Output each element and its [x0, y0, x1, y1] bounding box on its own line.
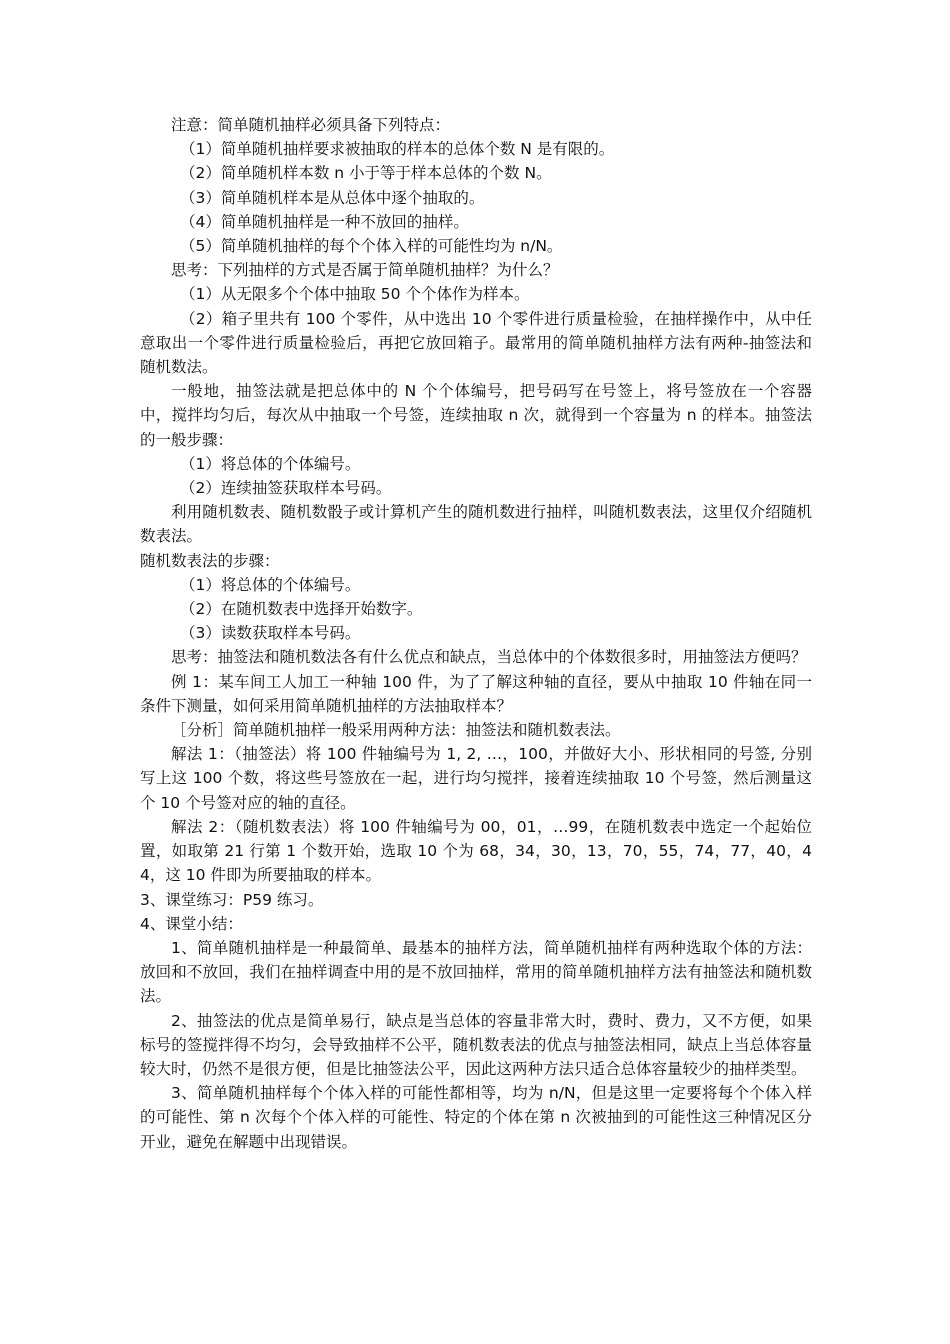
list-item: （2）箱子里共有 100 个零件，从中选出 10 个零件进行质量检验，在抽样操作中，从中任意取出一个零件进行质量检验后，再把它放回箱子。最常用的简单随机抽样方法有两种-抽签法和随机数法。 [140, 309, 812, 377]
section-heading: 4、课堂小结： [140, 914, 243, 933]
list-item: （2）在随机数表中选择开始数字。 [180, 600, 423, 619]
list-item: （1）将总体的个体编号。 [180, 454, 361, 473]
list-item: （2）简单随机样本数 n 小于等于样本总体的个数 N。 [180, 164, 552, 183]
solution-paragraph: 解法 1：（抽签法）将 100 件轴编号为 1, 2, …，100，并做好大小、形状相同的号签, 分别写上这 100 个数，将这些号签放在一起，进行均匀搅拌，接着连续抽取 10 个号签，然后测量这个 10 个号签对应的轴的直径。 [140, 745, 812, 812]
example-paragraph: 例 1：某车间工人加工一种轴 100 件，为了了解这种轴的直径，要从中抽取 10 件轴在同一条件下测量，如何采用简单随机抽样的方法抽取样本？ [140, 672, 812, 715]
solution-paragraph: 解法 2：（随机数表法）将 100 件轴编号为 00，01，…99，在随机数表中选定一个起始位置，如取第 21 行第 1 个数开始，选取 10 个为 68，34，30，13，70，55，74，77，40，44，这 10 件即为所要抽取的样本。 [140, 817, 812, 885]
summary-paragraph: 1、简单随机抽样是一种最简单、最基本的抽样方法，简单随机抽样有两种选取个体的方法：放回和不放回，我们在抽样调查中用的是不放回抽样，常用的简单随机抽样方法有抽签法和随机数法。 [140, 938, 812, 1006]
list-item: （1）简单随机抽样要求被抽取的样本的总体个数 N 是有限的。 [180, 140, 615, 159]
summary-paragraph: 2、抽签法的优点是简单易行，缺点是当总体的容量非常大时，费时、费力，又不方便，如果标号的签搅拌得不均匀，会导致抽样不公平，随机数表法的优点与抽签法相同，缺点上当总体容量较大时，仍然不是很方便，但是比抽签法公平，因此这两种方法只适合总体容量较少的抽样类型。 [140, 1011, 812, 1078]
analysis-paragraph: ［分析］简单随机抽样一般采用两种方法：抽签法和随机数表法。 [171, 721, 621, 740]
list-item: （4）简单随机抽样是一种不放回的抽样。 [180, 212, 469, 231]
list-item: （1）从无限多个个体中抽取 50 个个体作为样本。 [180, 285, 530, 304]
paragraph: 利用随机数表、随机数骰子或计算机产生的随机数进行抽样，叫随机数表法，这里仅介绍随机数表法。 [140, 503, 812, 546]
list-item: （3）读数获取样本号码。 [180, 624, 361, 643]
list-item: （5）简单随机抽样的每个个体入样的可能性均为 n/N。 [180, 237, 563, 256]
paragraph: 注意：简单随机抽样必须具备下列特点： [171, 116, 451, 134]
paragraph: 一般地，抽签法就是把总体中的 N 个个体编号，把号码写在号签上，将号签放在一个容器中，搅拌均匀后，每次从中抽取一个号签，连续抽取 n 次，就得到一个容量为 n 的样本。抽签法的一般步骤： [140, 382, 812, 449]
list-item: （2）连续抽签获取样本号码。 [180, 479, 392, 498]
paragraph: 思考：下列抽样的方式是否属于简单随机抽样？为什么？ [171, 261, 559, 280]
section-label: 随机数表法的步骤： [140, 551, 280, 570]
list-item: （3）简单随机样本是从总体中逐个抽取的。 [180, 188, 485, 207]
section-heading: 3、课堂练习：P59 练习。 [140, 890, 324, 909]
document-page [140, 113, 812, 1154]
paragraph: 思考：抽签法和随机数法各有什么优点和缺点，当总体中的个体数很多时，用抽签法方便吗？ [171, 648, 807, 667]
list-item: （1）将总体的个体编号。 [180, 575, 361, 594]
summary-paragraph: 3、简单随机抽样每个个体入样的可能性都相等，均为 n/N，但是这里一定要将每个个体入样的可能性、第 n 次每个个体入样的可能性、特定的个体在第 n 次被抽到的可能性这三种情况区分开业，避免在解题中出现错误。 [140, 1084, 812, 1151]
